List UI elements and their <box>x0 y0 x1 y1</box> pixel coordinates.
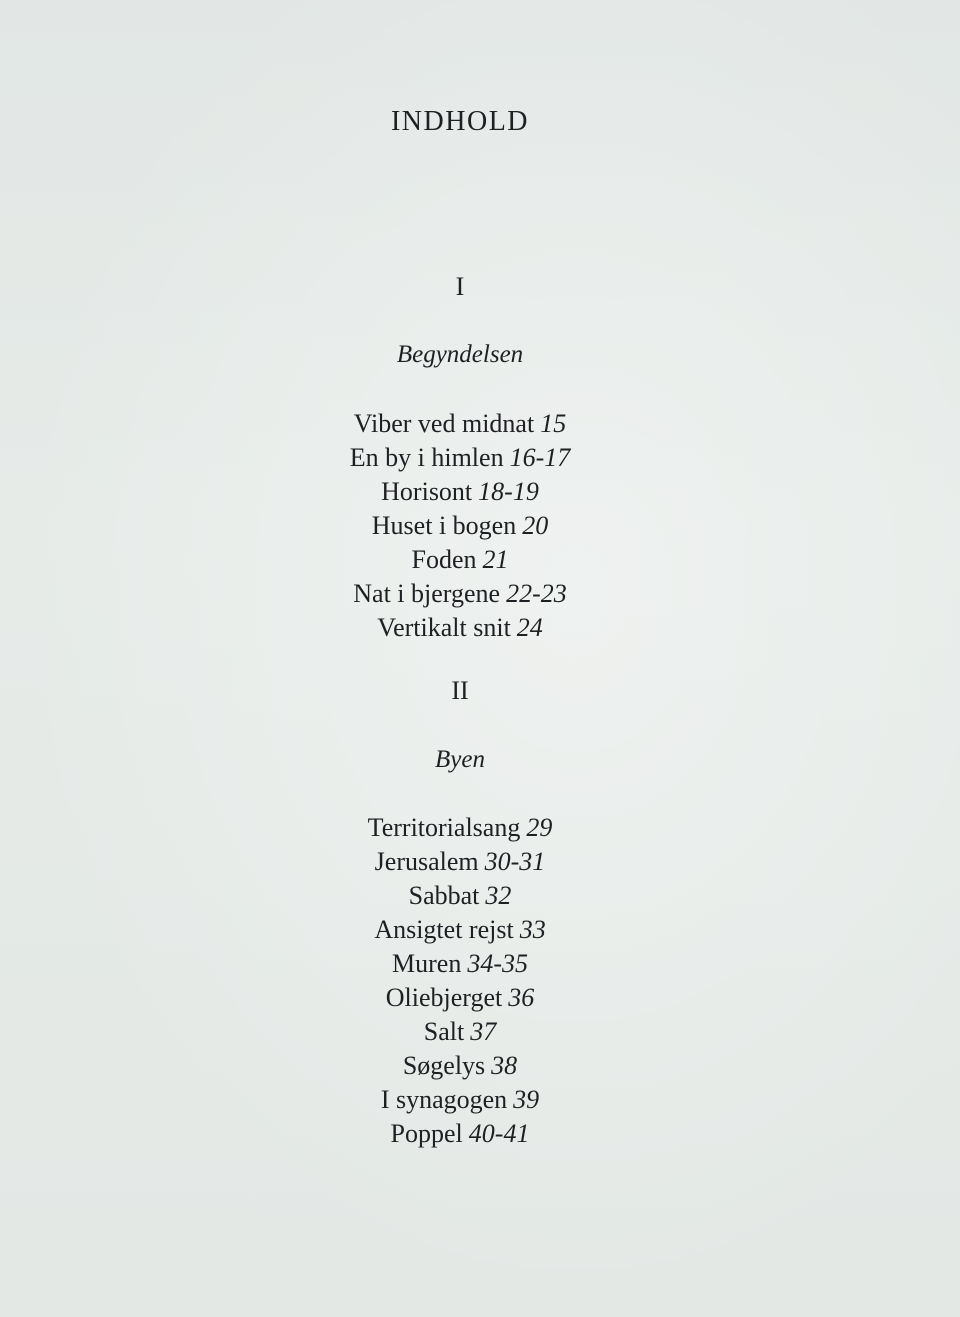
entry-title: I synagogen <box>380 1085 508 1114</box>
entry-title: Vertikalt snit <box>377 613 511 642</box>
toc-entry <box>0 1117 920 1151</box>
toc-entry <box>0 913 920 947</box>
entry-page-number: 36 <box>508 983 535 1012</box>
toc-entry <box>0 879 920 913</box>
toc-entry <box>0 1015 920 1049</box>
entry-page-number: 30-31 <box>484 847 546 876</box>
entry-page-number: 20 <box>522 511 549 540</box>
entry-page-number: 37 <box>470 1017 497 1046</box>
entry-title: En by i himlen <box>349 443 504 472</box>
toc-entry <box>0 475 920 509</box>
toc-entry-list <box>0 407 920 645</box>
toc-entry <box>0 577 920 611</box>
entry-page-number: 32 <box>485 881 512 910</box>
entry-page-number: 39 <box>513 1085 540 1114</box>
entry-title: Huset i bogen <box>371 511 517 540</box>
entry-title: Foden <box>411 545 477 574</box>
entry-page-number: 38 <box>491 1051 518 1080</box>
entry-title: Poppel <box>390 1119 463 1148</box>
entry-title: Oliebjerget <box>385 983 503 1012</box>
entry-page-number: 34-35 <box>467 949 528 978</box>
entry-title: Viber ved midnat <box>353 409 535 438</box>
toc-entry <box>0 845 920 879</box>
entry-title: Sabbat <box>408 881 480 910</box>
toc-entry <box>0 543 920 577</box>
toc-entry <box>0 981 920 1015</box>
entry-page-number: 15 <box>540 409 567 438</box>
entry-page-number: 24 <box>516 613 543 642</box>
toc-entry <box>0 509 920 543</box>
toc-entry <box>0 441 920 475</box>
entry-title: Salt <box>423 1017 465 1046</box>
toc-entry <box>0 1083 920 1117</box>
entry-page-number: 22-23 <box>506 579 567 608</box>
toc-entry <box>0 1049 920 1083</box>
entry-title: Søgelys <box>402 1051 486 1080</box>
entry-page-number: 33 <box>519 915 546 944</box>
entry-page-number: 21 <box>482 545 509 574</box>
page-title: INDHOLD <box>390 106 530 137</box>
entry-page-number: 29 <box>526 813 553 842</box>
entry-title: Jerusalem <box>374 847 479 876</box>
toc-entry-list <box>0 811 920 1151</box>
part-number: II <box>451 676 469 705</box>
toc-entry <box>0 947 920 981</box>
entry-title: Horisont <box>381 477 473 506</box>
part-title: Begyndelsen <box>396 341 524 368</box>
part-title: Byen <box>435 746 485 773</box>
entry-title: Ansigtet rejst <box>374 915 514 944</box>
toc-entry <box>0 611 920 645</box>
entry-page-number: 18-19 <box>478 477 539 506</box>
toc-entry <box>0 407 920 441</box>
entry-title: Muren <box>392 949 462 978</box>
entry-title: Territorialsang <box>367 813 521 842</box>
part-number: I <box>455 272 465 301</box>
entry-page-number: 40-41 <box>468 1119 530 1148</box>
toc-entry <box>0 811 920 845</box>
entry-page-number: 16-17 <box>509 443 571 472</box>
entry-title: Nat i bjergene <box>353 579 501 608</box>
